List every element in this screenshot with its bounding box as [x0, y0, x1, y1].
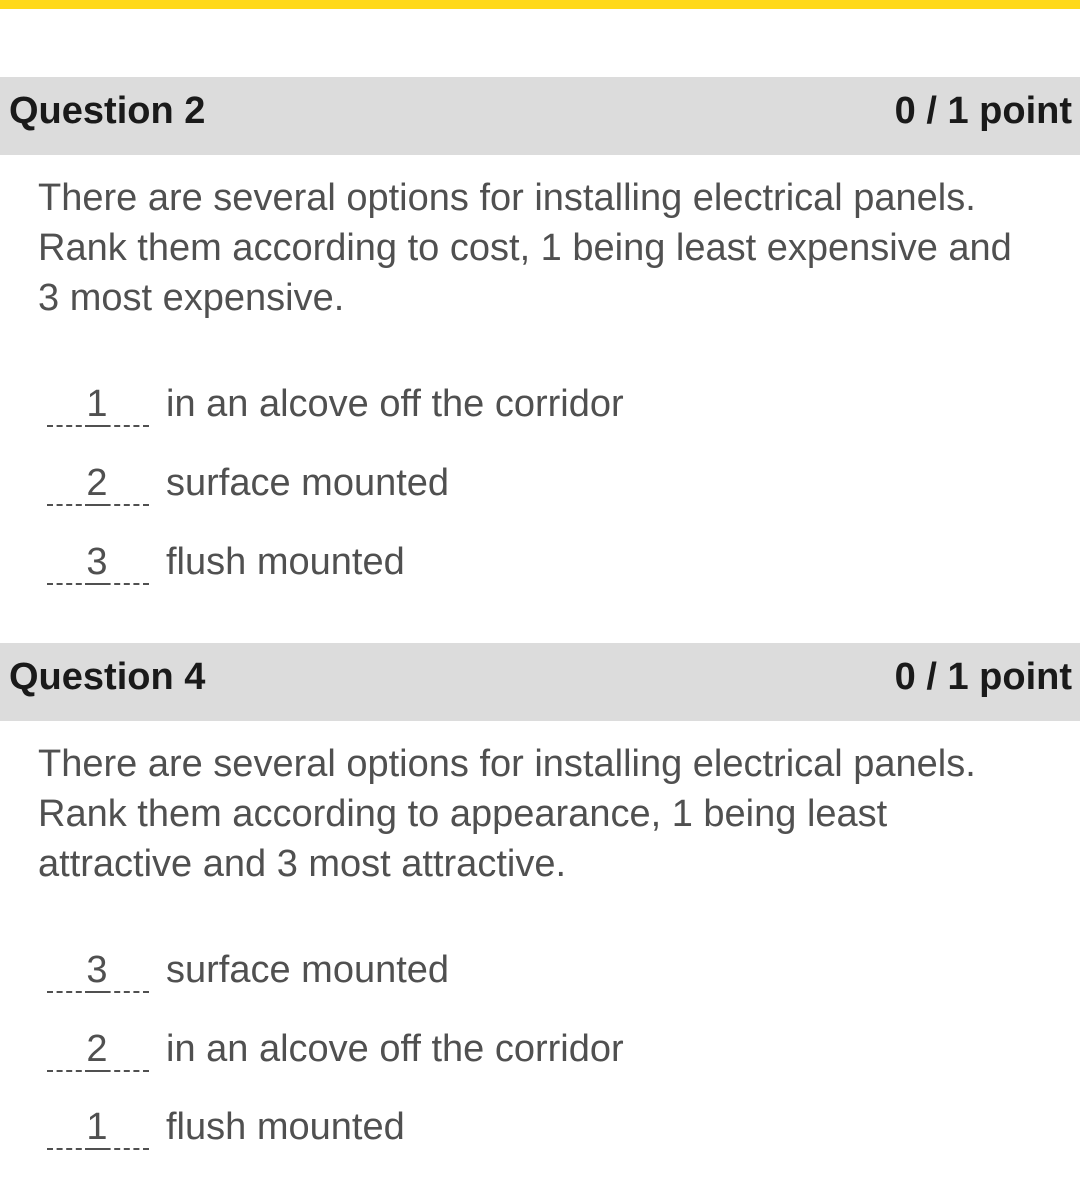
ranking-item [47, 1024, 624, 1074]
rank-value: 2 [86, 462, 108, 504]
rank-answer-blank [47, 945, 151, 995]
ranking-item [47, 458, 449, 508]
rank-option-label: flush mounted [166, 541, 405, 583]
question-title: Question 4 [9, 656, 206, 698]
rank-answer-blank [47, 379, 151, 429]
rank-option-label: in an alcove off the corridor [166, 383, 624, 425]
ranking-item [47, 945, 449, 995]
rank-option-label: surface mounted [166, 462, 450, 504]
question-2-header [0, 77, 1080, 155]
question-title: Question 2 [9, 90, 206, 132]
rank-option-label: flush mounted [166, 1106, 405, 1148]
ranking-item [47, 1102, 405, 1152]
rank-value: 3 [86, 541, 108, 583]
rank-answer-blank [47, 458, 151, 508]
ranking-item [47, 537, 405, 587]
rank-value: 3 [86, 949, 108, 991]
question-prompt: There are several options for installing electrical panels. Rank them according to appearance, 1 being least attractive and 3 most attractive. [38, 743, 976, 885]
top-accent-bar [0, 0, 1080, 9]
question-score: 0 / 1 point [894, 656, 1072, 698]
rank-value: 1 [86, 1106, 108, 1148]
rank-value: 1 [86, 383, 108, 425]
question-prompt: There are several options for installing electrical panels. Rank them according to cost, 1 being least expensive and 3 most expensive. [38, 177, 1012, 319]
question-4-header [0, 643, 1080, 721]
rank-value: 2 [86, 1028, 108, 1070]
rank-answer-blank [47, 537, 151, 587]
question-score: 0 / 1 point [894, 90, 1072, 132]
rank-answer-blank [47, 1102, 151, 1152]
rank-answer-blank [47, 1024, 151, 1074]
rank-option-label: surface mounted [166, 949, 450, 991]
ranking-item [47, 379, 624, 429]
rank-option-label: in an alcove off the corridor [166, 1028, 624, 1070]
